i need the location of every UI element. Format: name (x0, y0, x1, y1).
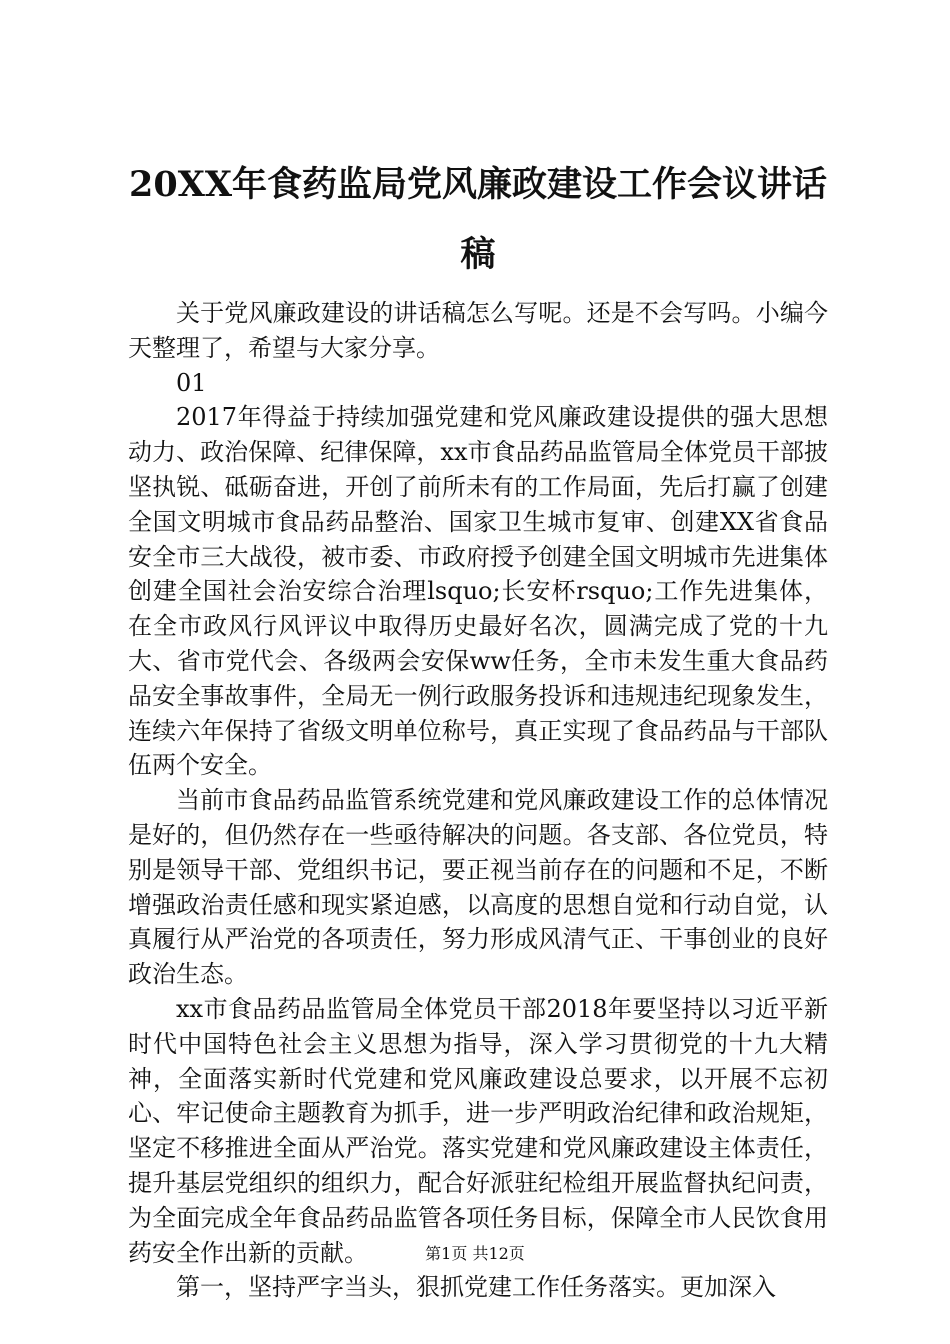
document-body (128, 296, 828, 1305)
document-title: 20XX年食药监局党风廉政建设工作会议讲话稿 (128, 164, 828, 275)
paragraph: xx市食品药品监管局全体党员干部2018年要坚持以习近平新时代中国特色社会主义思想为指导，深入学习贯彻党的十九大精神，全面落实新时代党建和党风廉政建设总要求，以开展不忘初心、牢记使命主题教育为抓手，进一步严明政治纪律和政治规矩，坚定不移推进全面从严治党。落实党建和党风廉政建设主体责任，提升基层党组织的组织力，配合好派驻纪检组开展监督执纪问责，为全面完成全年食品药品监管各项任务目标，保障全市人民饮食用药安全作出新的贡献。 (128, 994, 828, 1267)
paragraph: 当前市食品药品监管系统党建和党风廉政建设工作的总体情况是好的，但仍然存在一些亟待解决的问题。各支部、各位党员，特别是领导干部、党组织书记，要正视当前存在的问题和不足，不断增强政治责任感和现实紧迫感，以高度的思想自觉和行动自觉，认真履行从严治党的各项责任，努力形成风清气正、干事创业的良好政治生态。 (128, 786, 828, 989)
paragraph-intro: 关于党风廉政建设的讲话稿怎么写呢。还是不会写吗。小编今天整理了，希望与大家分享。 (128, 299, 828, 362)
paragraph: 2017年得益于持续加强党建和党风廉政建设提供的强大思想动力、政治保障、纪律保障，xx市食品药品监管局全体党员干部披坚执锐、砥砺奋进，开创了前所未有的工作局面，先后打赢了创建全国文明城市食品药品整治、国家卫生城市复审、创建XX省食品安全市三大战役，被市委、市政府授予创建全国文明城市先进集体创建全国社会治安综合治理lsquo;长安杯rsquo;工作先进集体，在全市政风行风评议中取得历史最好名次，圆满完成了党的十九大、省市党代会、各级两会安保ww任务，全市未发生重大食品药品安全事故事件，全局无一例行政服务投诉和违规违纪现象发生，连续六年保持了省级文明单位称号，真正实现了食品药品与干部队伍两个安全。 (128, 403, 828, 780)
section-number: 01 (176, 368, 207, 397)
page-footer: 第1页 共12页 (425, 1244, 525, 1263)
paragraph: 第一，坚持严字当头，狠抓党建工作任务落实。更加深入 (176, 1273, 776, 1302)
